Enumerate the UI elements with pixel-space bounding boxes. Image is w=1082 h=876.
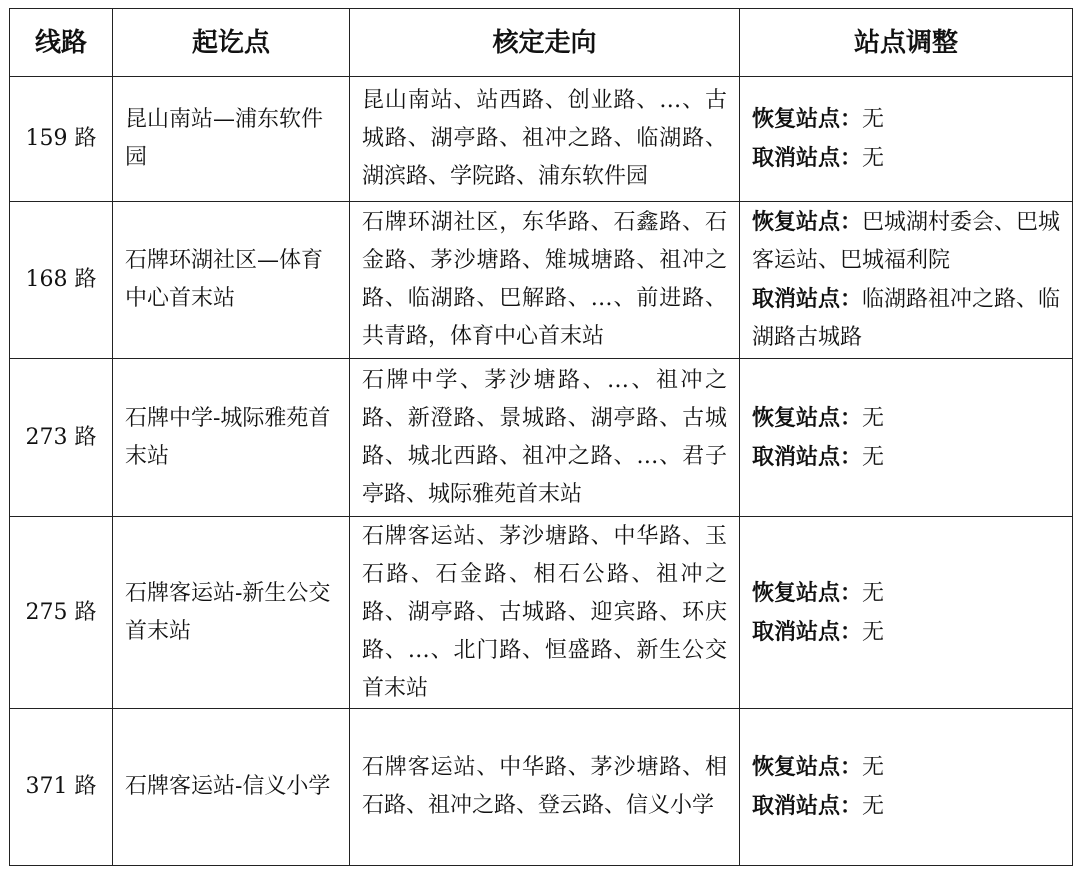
cancel-line xyxy=(752,613,1064,652)
direction-cell: 昆山南站、站西路、创业路、…、古城路、湖亭路、祖冲之路、临湖路、湖滨路、学院路、浦东软件园 xyxy=(350,77,740,202)
ends-cell: 石牌环湖社区—体育中心首末站 xyxy=(113,202,350,359)
cancel-label: 取消站点： xyxy=(752,145,863,171)
cancel-line xyxy=(752,280,1064,357)
cancel-value: 临湖路祖冲之路、临湖路古城路 xyxy=(752,287,1061,350)
header-adjustment: 站点调整 xyxy=(740,9,1073,77)
ends-cell: 石牌客运站-信义小学 xyxy=(113,709,350,866)
restore-value: 无 xyxy=(862,580,885,606)
cancel-line xyxy=(752,787,1064,826)
direction-cell: 石牌客运站、中华路、茅沙塘路、相石路、祖冲之路、登云路、信义小学 xyxy=(350,709,740,866)
restore-value: 无 xyxy=(862,107,885,132)
table-header-row xyxy=(10,9,1073,77)
route-table-container xyxy=(9,8,1073,866)
route-cell: 168 路 xyxy=(10,202,113,359)
restore-value: 巴城湖村委会、巴城客运站、巴城福利院 xyxy=(752,210,1061,273)
restore-label: 恢复站点： xyxy=(752,404,863,431)
restore-value: 无 xyxy=(862,755,885,780)
adjustment-cell xyxy=(740,517,1073,709)
cancel-label: 取消站点： xyxy=(752,286,863,312)
restore-line xyxy=(752,100,1064,139)
direction-cell: 石牌环湖社区，东华路、石鑫路、石金路、茅沙塘路、雉城塘路、祖冲之路、临湖路、巴解路、…、前进路、共青路，体育中心首末站 xyxy=(350,202,740,359)
restore-label: 恢复站点： xyxy=(752,754,863,780)
table-row xyxy=(10,359,1073,517)
cancel-value: 无 xyxy=(862,444,885,470)
route-cell: 159 路 xyxy=(10,77,113,202)
ends-cell: 石牌中学-城际雅苑首末站 xyxy=(113,359,350,517)
restore-value: 无 xyxy=(862,405,885,431)
restore-line xyxy=(752,748,1064,787)
ends-cell: 石牌客运站-新生公交首末站 xyxy=(113,517,350,709)
header-direction: 核定走向 xyxy=(350,9,740,77)
restore-label: 恢复站点： xyxy=(752,209,863,235)
restore-label: 恢复站点： xyxy=(752,579,863,606)
route-cell: 371 路 xyxy=(10,709,113,866)
adjustment-cell xyxy=(740,202,1073,359)
restore-line xyxy=(752,203,1064,280)
header-route: 线路 xyxy=(10,9,113,77)
direction-cell: 石牌客运站、茅沙塘路、中华路、玉石路、石金路、相石公路、祖冲之路、湖亭路、古城路、迎宾路、环庆路、…、北门路、恒盛路、新生公交首末站 xyxy=(350,517,740,709)
route-cell: 273 路 xyxy=(10,359,113,517)
adjustment-cell xyxy=(740,359,1073,517)
table-row xyxy=(10,202,1073,359)
cancel-label: 取消站点： xyxy=(752,618,863,645)
cancel-value: 无 xyxy=(862,619,885,645)
ends-cell: 昆山南站—浦东软件园 xyxy=(113,77,350,202)
route-cell: 275 路 xyxy=(10,517,113,709)
route-adjustment-table xyxy=(9,8,1073,866)
cancel-label: 取消站点： xyxy=(752,793,863,819)
cancel-line xyxy=(752,438,1064,477)
table-row xyxy=(10,77,1073,202)
adjustment-cell xyxy=(740,77,1073,202)
adjustment-cell xyxy=(740,709,1073,866)
cancel-value: 无 xyxy=(862,794,885,819)
restore-line xyxy=(752,574,1064,613)
restore-label: 恢复站点： xyxy=(752,106,863,132)
cancel-value: 无 xyxy=(862,146,885,171)
header-ends: 起讫点 xyxy=(113,9,350,77)
restore-line xyxy=(752,399,1064,438)
cancel-label: 取消站点： xyxy=(752,443,863,470)
direction-cell: 石牌中学、茅沙塘路、…、祖冲之路、新澄路、景城路、湖亭路、古城路、城北西路、祖冲之路、…、君子亭路、城际雅苑首末站 xyxy=(350,359,740,517)
table-row xyxy=(10,517,1073,709)
cancel-line xyxy=(752,139,1064,178)
table-row xyxy=(10,709,1073,866)
